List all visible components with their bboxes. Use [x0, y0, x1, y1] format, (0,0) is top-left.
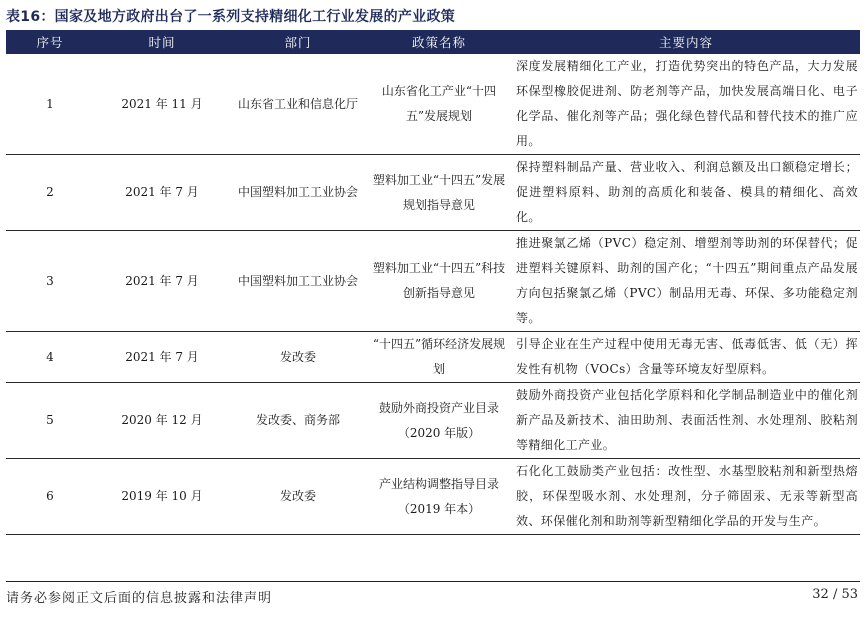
- cell-dept: 发改委、商务部: [230, 383, 366, 459]
- cell-no: 3: [6, 231, 94, 332]
- table-row: [6, 459, 860, 535]
- cell-no: 4: [6, 332, 94, 383]
- cell-no: 6: [6, 459, 94, 535]
- cell-no: 1: [6, 54, 94, 155]
- cell-no: 2: [6, 155, 94, 231]
- table-row: [6, 155, 860, 231]
- table-row: [6, 383, 860, 459]
- cell-content: 鼓励外商投资产业包括化学原料和化学制品制造业中的催化剂新产品及新技术、油田助剂、表面活性剂、水处理剂、胶粘剂等精细化工产业。: [512, 383, 860, 459]
- table-caption: 表16：国家及地方政府出台了一系列支持精细化工行业发展的产业政策: [6, 9, 456, 25]
- cell-content: 引导企业在生产过程中使用无毒无害、低毒低害、低（无）挥发性有机物（VOCs）含量等环境友好型原料。: [512, 332, 860, 383]
- cell-content: 推进聚氯乙烯（PVC）稳定剂、增塑剂等助剂的环保替代；促进塑料关键原料、助剂的国产化；“十四五”期间重点产品发展方向包括聚氯乙烯（PVC）制品用无毒、环保、多功能稳定剂等。: [512, 231, 860, 332]
- cell-time: 2021 年 7 月: [94, 332, 230, 383]
- table-row: [6, 54, 860, 155]
- table-header: [6, 30, 860, 54]
- header-time: 时间: [94, 30, 230, 54]
- table-row: [6, 332, 860, 383]
- cell-policy: 鼓励外商投资产业目录（2020 年版）: [366, 383, 512, 459]
- cell-dept: 中国塑料加工工业协会: [230, 231, 366, 332]
- header-row: [6, 30, 860, 54]
- policy-table: [6, 30, 860, 535]
- cell-time: 2021 年 7 月: [94, 155, 230, 231]
- header-policy: 政策名称: [366, 30, 512, 54]
- cell-policy: 山东省化工产业“十四五”发展规划: [366, 54, 512, 155]
- cell-dept: 中国塑料加工工业协会: [230, 155, 366, 231]
- cell-dept: 山东省工业和信息化厅: [230, 54, 366, 155]
- footer-disclaimer: 请务必参阅正文后面的信息披露和法律声明: [6, 591, 273, 606]
- policy-table-container: [6, 30, 860, 535]
- cell-policy: 塑料加工业“十四五”发展规划指导意见: [366, 155, 512, 231]
- cell-policy: 产业结构调整指导目录（2019 年本）: [366, 459, 512, 535]
- cell-dept: 发改委: [230, 459, 366, 535]
- table-row: [6, 231, 860, 332]
- cell-content: 保持塑料制品产量、营业收入、利润总额及出口额稳定增长；促进塑料原料、助剂的高质化和装备、模具的精细化、高效化。: [512, 155, 860, 231]
- cell-content: 深度发展精细化工产业，打造优势突出的特色产品，大力发展环保型橡胶促进剂、防老剂等产品，加快发展高端日化、电子化学品、催化剂等产品；强化绿色替代品和替代技术的推广应用。: [512, 54, 860, 155]
- page-number: 32 / 53: [812, 587, 858, 602]
- cell-time: 2019 年 10 月: [94, 459, 230, 535]
- header-no: 序号: [6, 30, 94, 54]
- cell-content: 石化化工鼓励类产业包括：改性型、水基型胶粘剂和新型热熔胶，环保型吸水剂、水处理剂，分子筛固汞、无汞等新型高效、环保催化剂和助剂等新型精细化学品的开发与生产。: [512, 459, 860, 535]
- header-dept: 部门: [230, 30, 366, 54]
- cell-time: 2021 年 11 月: [94, 54, 230, 155]
- cell-policy: 塑料加工业“十四五”科技创新指导意见: [366, 231, 512, 332]
- cell-time: 2020 年 12 月: [94, 383, 230, 459]
- footer-divider: [6, 581, 860, 582]
- table-body: [6, 54, 860, 535]
- cell-policy: “十四五”循环经济发展规划: [366, 332, 512, 383]
- cell-dept: 发改委: [230, 332, 366, 383]
- header-content: 主要内容: [512, 30, 860, 54]
- cell-no: 5: [6, 383, 94, 459]
- cell-time: 2021 年 7 月: [94, 231, 230, 332]
